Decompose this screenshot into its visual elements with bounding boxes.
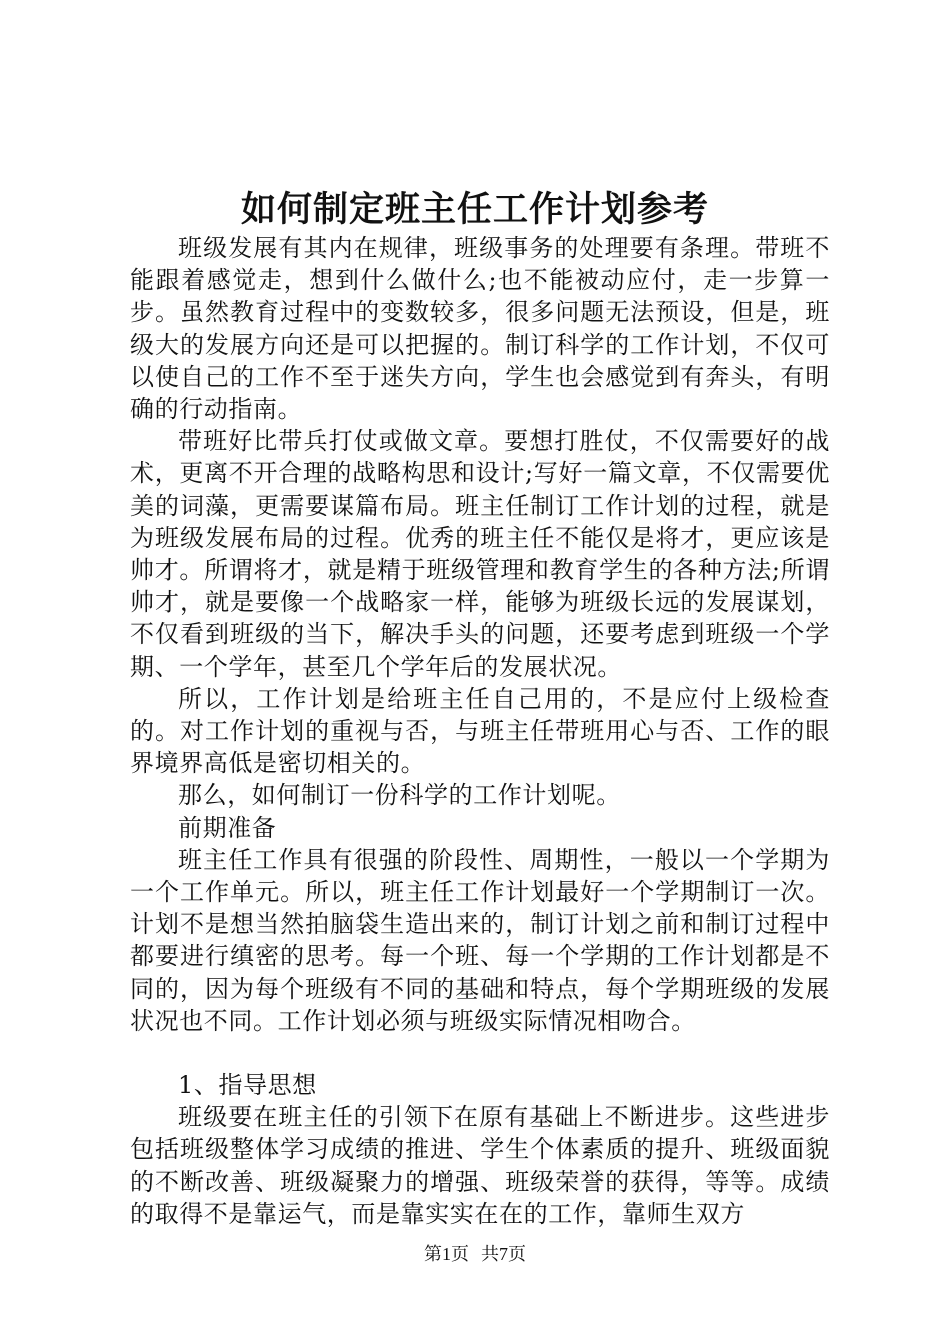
paragraph-purpose: 所以，工作计划是给班主任自己用的，不是应付上级检查的。对工作计划的重视与否，与班主任带班用心与否、工作的眼界境界高低是密切相关的。 (130, 684, 830, 778)
paragraph-strategy: 带班好比带兵打仗或做文章。要想打胜仗，不仅需要好的战术，更离不开合理的战略构思和设计;写好一篇文章，不仅需要优美的词藻，更需要谋篇布局。班主任制订工作计划的过程，就是为班级发展布局的过程。优秀的班主任不能仅是将才，更应该是帅才。所谓将才，就是精于班级管理和教育学生的各种方法;所谓帅才，就是要像一个战略家一样，能够为班级长远的发展谋划，不仅看到班级的当下，解决手头的问题，还要考虑到班级一个学期、一个学年，甚至几个学年后的发展状况。 (130, 427, 830, 681)
paragraph-intro: 班级发展有其内在规律，班级事务的处理要有条理。带班不能跟着感觉走，想到什么做什么;也不能被动应付，走一步算一步。虽然教育过程中的变数较多，很多问题无法预设，但是，班级大的发展方向还是可以把握的。制订科学的工作计划，不仅可以使自己的工作不至于迷失方向，学生也会感觉到有奔头，有明确的行动指南。 (130, 234, 830, 424)
page-number-total: 共7页 (481, 1244, 526, 1264)
page-number-current: 第1页 (424, 1244, 469, 1264)
paragraph-question: 那么，如何制订一份科学的工作计划呢。 (178, 781, 621, 810)
paragraph-prep: 班主任工作具有很强的阶段性、周期性，一般以一个学期为一个工作单元。所以，班主任工作计划最好一个学期制订一次。计划不是想当然拍脑袋生造出来的，制订计划之前和制订过程中都要进行缜密的思考。每一个班、每一个学期的工作计划都是不同的，因为每个班级有不同的基础和特点，每个学期班级的发展状况也不同。工作计划必须与班级实际情况相吻合。 (130, 845, 830, 1035)
document-body (130, 232, 830, 1230)
page-footer (0, 1242, 950, 1266)
section-heading-prep: 前期准备 (178, 813, 277, 842)
section-heading-guiding: 1、指导思想 (178, 1071, 317, 1100)
document-title: 如何制定班主任工作计划参考 (240, 189, 709, 230)
paragraph-guiding: 班级要在班主任的引领下在原有基础上不断进步。这些进步包括班级整体学习成绩的推进、学生个体素质的提升、班级面貌的不断改善、班级凝聚力的增强、班级荣誉的获得，等等。成绩的取得不是靠运气，而是靠实实在在的工作，靠师生双方 (130, 1103, 830, 1228)
paragraph-spacer (130, 1037, 830, 1069)
